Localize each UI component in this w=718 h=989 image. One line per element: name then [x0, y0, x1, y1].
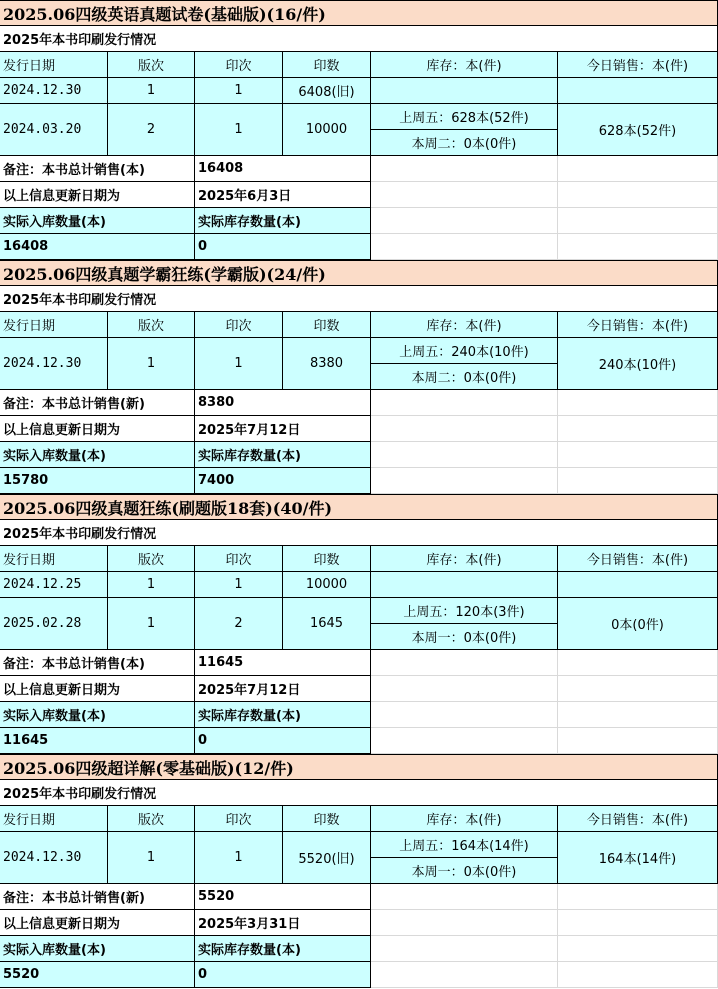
stock-cell[interactable] — [371, 338, 558, 390]
header-printing[interactable]: 印次 — [195, 312, 283, 338]
header-printing[interactable]: 印次 — [195, 806, 283, 832]
stock-last-week: 上周五：164本(14件) — [371, 832, 557, 858]
header-printing[interactable]: 印次 — [195, 546, 283, 572]
empty-cell — [558, 728, 718, 754]
stock-last-week: 上周五：240本(10件) — [371, 338, 557, 364]
row-printing[interactable]: 2 — [195, 598, 283, 650]
book-section — [0, 494, 718, 754]
row-edition[interactable]: 1 — [108, 832, 195, 884]
header-today-sales[interactable]: 今日销售：本(件) — [558, 52, 718, 78]
empty-cell — [558, 416, 718, 442]
actual-stock-value[interactable]: 0 — [195, 962, 371, 988]
empty-cell — [371, 650, 558, 676]
total-sales-label[interactable]: 备注：本书总计销售(本) — [0, 650, 195, 676]
total-sales-value[interactable]: 8380 — [195, 390, 371, 416]
row-quantity[interactable]: 1645 — [283, 598, 371, 650]
row-edition[interactable]: 1 — [108, 572, 195, 598]
empty-cell — [371, 884, 558, 910]
row-printing[interactable]: 1 — [195, 832, 283, 884]
empty-cell — [371, 182, 558, 208]
actual-in-value[interactable]: 15780 — [0, 468, 195, 494]
actual-stock-value[interactable]: 0 — [195, 234, 371, 260]
header-date[interactable]: 发行日期 — [0, 546, 108, 572]
row-edition[interactable]: 1 — [108, 598, 195, 650]
row-today-empty[interactable] — [558, 572, 718, 598]
empty-cell — [558, 468, 718, 494]
total-sales-value[interactable]: 11645 — [195, 650, 371, 676]
row-edition[interactable]: 1 — [108, 338, 195, 390]
header-edition[interactable]: 版次 — [108, 52, 195, 78]
update-date-value[interactable]: 2025年7月12日 — [195, 416, 371, 442]
row-date[interactable]: 2024.03.20 — [0, 104, 108, 156]
empty-cell — [558, 962, 718, 988]
header-date[interactable]: 发行日期 — [0, 312, 108, 338]
header-quantity[interactable]: 印数 — [283, 806, 371, 832]
empty-cell — [558, 650, 718, 676]
update-date-label[interactable]: 以上信息更新日期为 — [0, 910, 195, 936]
header-edition[interactable]: 版次 — [108, 546, 195, 572]
actual-in-value[interactable]: 5520 — [0, 962, 195, 988]
book-title[interactable]: 2025.06四级超详解(零基础版)(12/件) — [0, 754, 718, 780]
stock-this-week: 本周二：0本(0件) — [411, 370, 517, 386]
issue-status-label[interactable]: 2025年本书印刷发行情况 — [0, 780, 718, 806]
row-date[interactable]: 2024.12.25 — [0, 572, 108, 598]
issue-status-label[interactable]: 2025年本书印刷发行情况 — [0, 26, 718, 52]
book-section — [0, 754, 718, 988]
row-date[interactable]: 2025.02.28 — [0, 598, 108, 650]
actual-in-label[interactable]: 实际入库数量(本) — [0, 936, 195, 962]
row-date[interactable]: 2024.12.30 — [0, 78, 108, 104]
row-printing[interactable]: 1 — [195, 338, 283, 390]
book-section — [0, 260, 718, 494]
empty-cell — [558, 390, 718, 416]
row-printing[interactable]: 1 — [195, 572, 283, 598]
issue-status-label[interactable]: 2025年本书印刷发行情况 — [0, 286, 718, 312]
empty-cell — [371, 728, 558, 754]
stock-last-week: 上周五：628本(52件) — [371, 104, 557, 130]
row-date[interactable]: 2024.12.30 — [0, 832, 108, 884]
empty-cell — [558, 442, 718, 468]
header-today-sales[interactable]: 今日销售：本(件) — [558, 806, 718, 832]
today-sales-cell[interactable]: 0本(0件) — [558, 598, 718, 650]
update-date-value[interactable]: 2025年3月31日 — [195, 910, 371, 936]
book-title[interactable]: 2025.06四级英语真题试卷(基础版)(16/件) — [0, 0, 718, 26]
header-stock[interactable]: 库存：本(件) — [371, 546, 558, 572]
actual-in-label[interactable]: 实际入库数量(本) — [0, 442, 195, 468]
header-quantity[interactable]: 印数 — [283, 312, 371, 338]
actual-in-label[interactable]: 实际入库数量(本) — [0, 702, 195, 728]
empty-cell — [558, 182, 718, 208]
row-printing[interactable]: 1 — [195, 104, 283, 156]
update-date-value[interactable]: 2025年6月3日 — [195, 182, 371, 208]
empty-cell — [558, 234, 718, 260]
stock-this-week: 本周一：0本(0件) — [411, 630, 517, 646]
actual-stock-value[interactable]: 7400 — [195, 468, 371, 494]
empty-cell — [371, 702, 558, 728]
row-edition[interactable]: 1 — [108, 78, 195, 104]
today-sales-cell[interactable]: 240本(10件) — [558, 338, 718, 390]
update-date-label[interactable]: 以上信息更新日期为 — [0, 416, 195, 442]
header-quantity[interactable]: 印数 — [283, 546, 371, 572]
empty-cell — [371, 468, 558, 494]
total-sales-label[interactable]: 备注：本书总计销售(新) — [0, 390, 195, 416]
actual-stock-label[interactable]: 实际库存数量(本) — [195, 208, 371, 234]
actual-stock-value[interactable]: 0 — [195, 728, 371, 754]
today-sales-cell[interactable]: 164本(14件) — [558, 832, 718, 884]
empty-cell — [371, 416, 558, 442]
row-stock-empty[interactable] — [371, 78, 558, 104]
empty-cell — [371, 390, 558, 416]
row-quantity[interactable]: 8380 — [283, 338, 371, 390]
row-date[interactable]: 2024.12.30 — [0, 338, 108, 390]
row-printing[interactable]: 1 — [195, 78, 283, 104]
header-date[interactable]: 发行日期 — [0, 806, 108, 832]
row-stock-empty[interactable] — [371, 572, 558, 598]
row-today-empty[interactable] — [558, 78, 718, 104]
update-date-label[interactable]: 以上信息更新日期为 — [0, 182, 195, 208]
header-date[interactable]: 发行日期 — [0, 52, 108, 78]
actual-stock-label[interactable]: 实际库存数量(本) — [195, 936, 371, 962]
total-sales-label[interactable]: 备注：本书总计销售(本) — [0, 156, 195, 182]
empty-cell — [558, 676, 718, 702]
total-sales-value[interactable]: 5520 — [195, 884, 371, 910]
header-today-sales[interactable]: 今日销售：本(件) — [558, 546, 718, 572]
row-quantity[interactable]: 6408(旧) — [283, 78, 371, 104]
header-today-sales[interactable]: 今日销售：本(件) — [558, 312, 718, 338]
stock-cell[interactable] — [371, 104, 558, 156]
empty-cell — [558, 910, 718, 936]
header-edition[interactable]: 版次 — [108, 312, 195, 338]
empty-cell — [558, 156, 718, 182]
header-stock[interactable]: 库存：本(件) — [371, 52, 558, 78]
row-edition[interactable]: 2 — [108, 104, 195, 156]
issue-status-label[interactable]: 2025年本书印刷发行情况 — [0, 520, 718, 546]
actual-stock-label[interactable]: 实际库存数量(本) — [195, 702, 371, 728]
update-date-label[interactable]: 以上信息更新日期为 — [0, 676, 195, 702]
update-date-value[interactable]: 2025年7月12日 — [195, 676, 371, 702]
stock-this-week: 本周二：0本(0件) — [411, 136, 517, 152]
stock-last-week: 上周五：120本(3件) — [371, 598, 557, 624]
header-quantity[interactable]: 印数 — [283, 52, 371, 78]
total-sales-value[interactable]: 16408 — [195, 156, 371, 182]
empty-cell — [371, 442, 558, 468]
header-stock[interactable]: 库存：本(件) — [371, 806, 558, 832]
empty-cell — [558, 884, 718, 910]
stock-cell[interactable] — [371, 832, 558, 884]
empty-cell — [371, 936, 558, 962]
book-title[interactable]: 2025.06四级真题学霸狂练(学霸版)(24/件) — [0, 260, 718, 286]
row-quantity[interactable]: 10000 — [283, 572, 371, 598]
stock-cell[interactable] — [371, 598, 558, 650]
empty-cell — [371, 234, 558, 260]
book-title[interactable]: 2025.06四级真题狂练(刷题版18套)(40/件) — [0, 494, 718, 520]
empty-cell — [371, 676, 558, 702]
actual-in-label[interactable]: 实际入库数量(本) — [0, 208, 195, 234]
book-section — [0, 0, 718, 260]
today-sales-cell[interactable]: 628本(52件) — [558, 104, 718, 156]
row-quantity[interactable]: 5520(旧) — [283, 832, 371, 884]
actual-stock-label[interactable]: 实际库存数量(本) — [195, 442, 371, 468]
empty-cell — [558, 702, 718, 728]
stock-this-week: 本周一：0本(0件) — [411, 864, 517, 880]
total-sales-label[interactable]: 备注：本书总计销售(新) — [0, 884, 195, 910]
empty-cell — [558, 936, 718, 962]
header-stock[interactable]: 库存：本(件) — [371, 312, 558, 338]
actual-in-value[interactable]: 11645 — [0, 728, 195, 754]
header-printing[interactable]: 印次 — [195, 52, 283, 78]
empty-cell — [371, 962, 558, 988]
empty-cell — [371, 208, 558, 234]
row-quantity[interactable]: 10000 — [283, 104, 371, 156]
empty-cell — [371, 910, 558, 936]
empty-cell — [558, 208, 718, 234]
actual-in-value[interactable]: 16408 — [0, 234, 195, 260]
empty-cell — [371, 156, 558, 182]
header-edition[interactable]: 版次 — [108, 806, 195, 832]
